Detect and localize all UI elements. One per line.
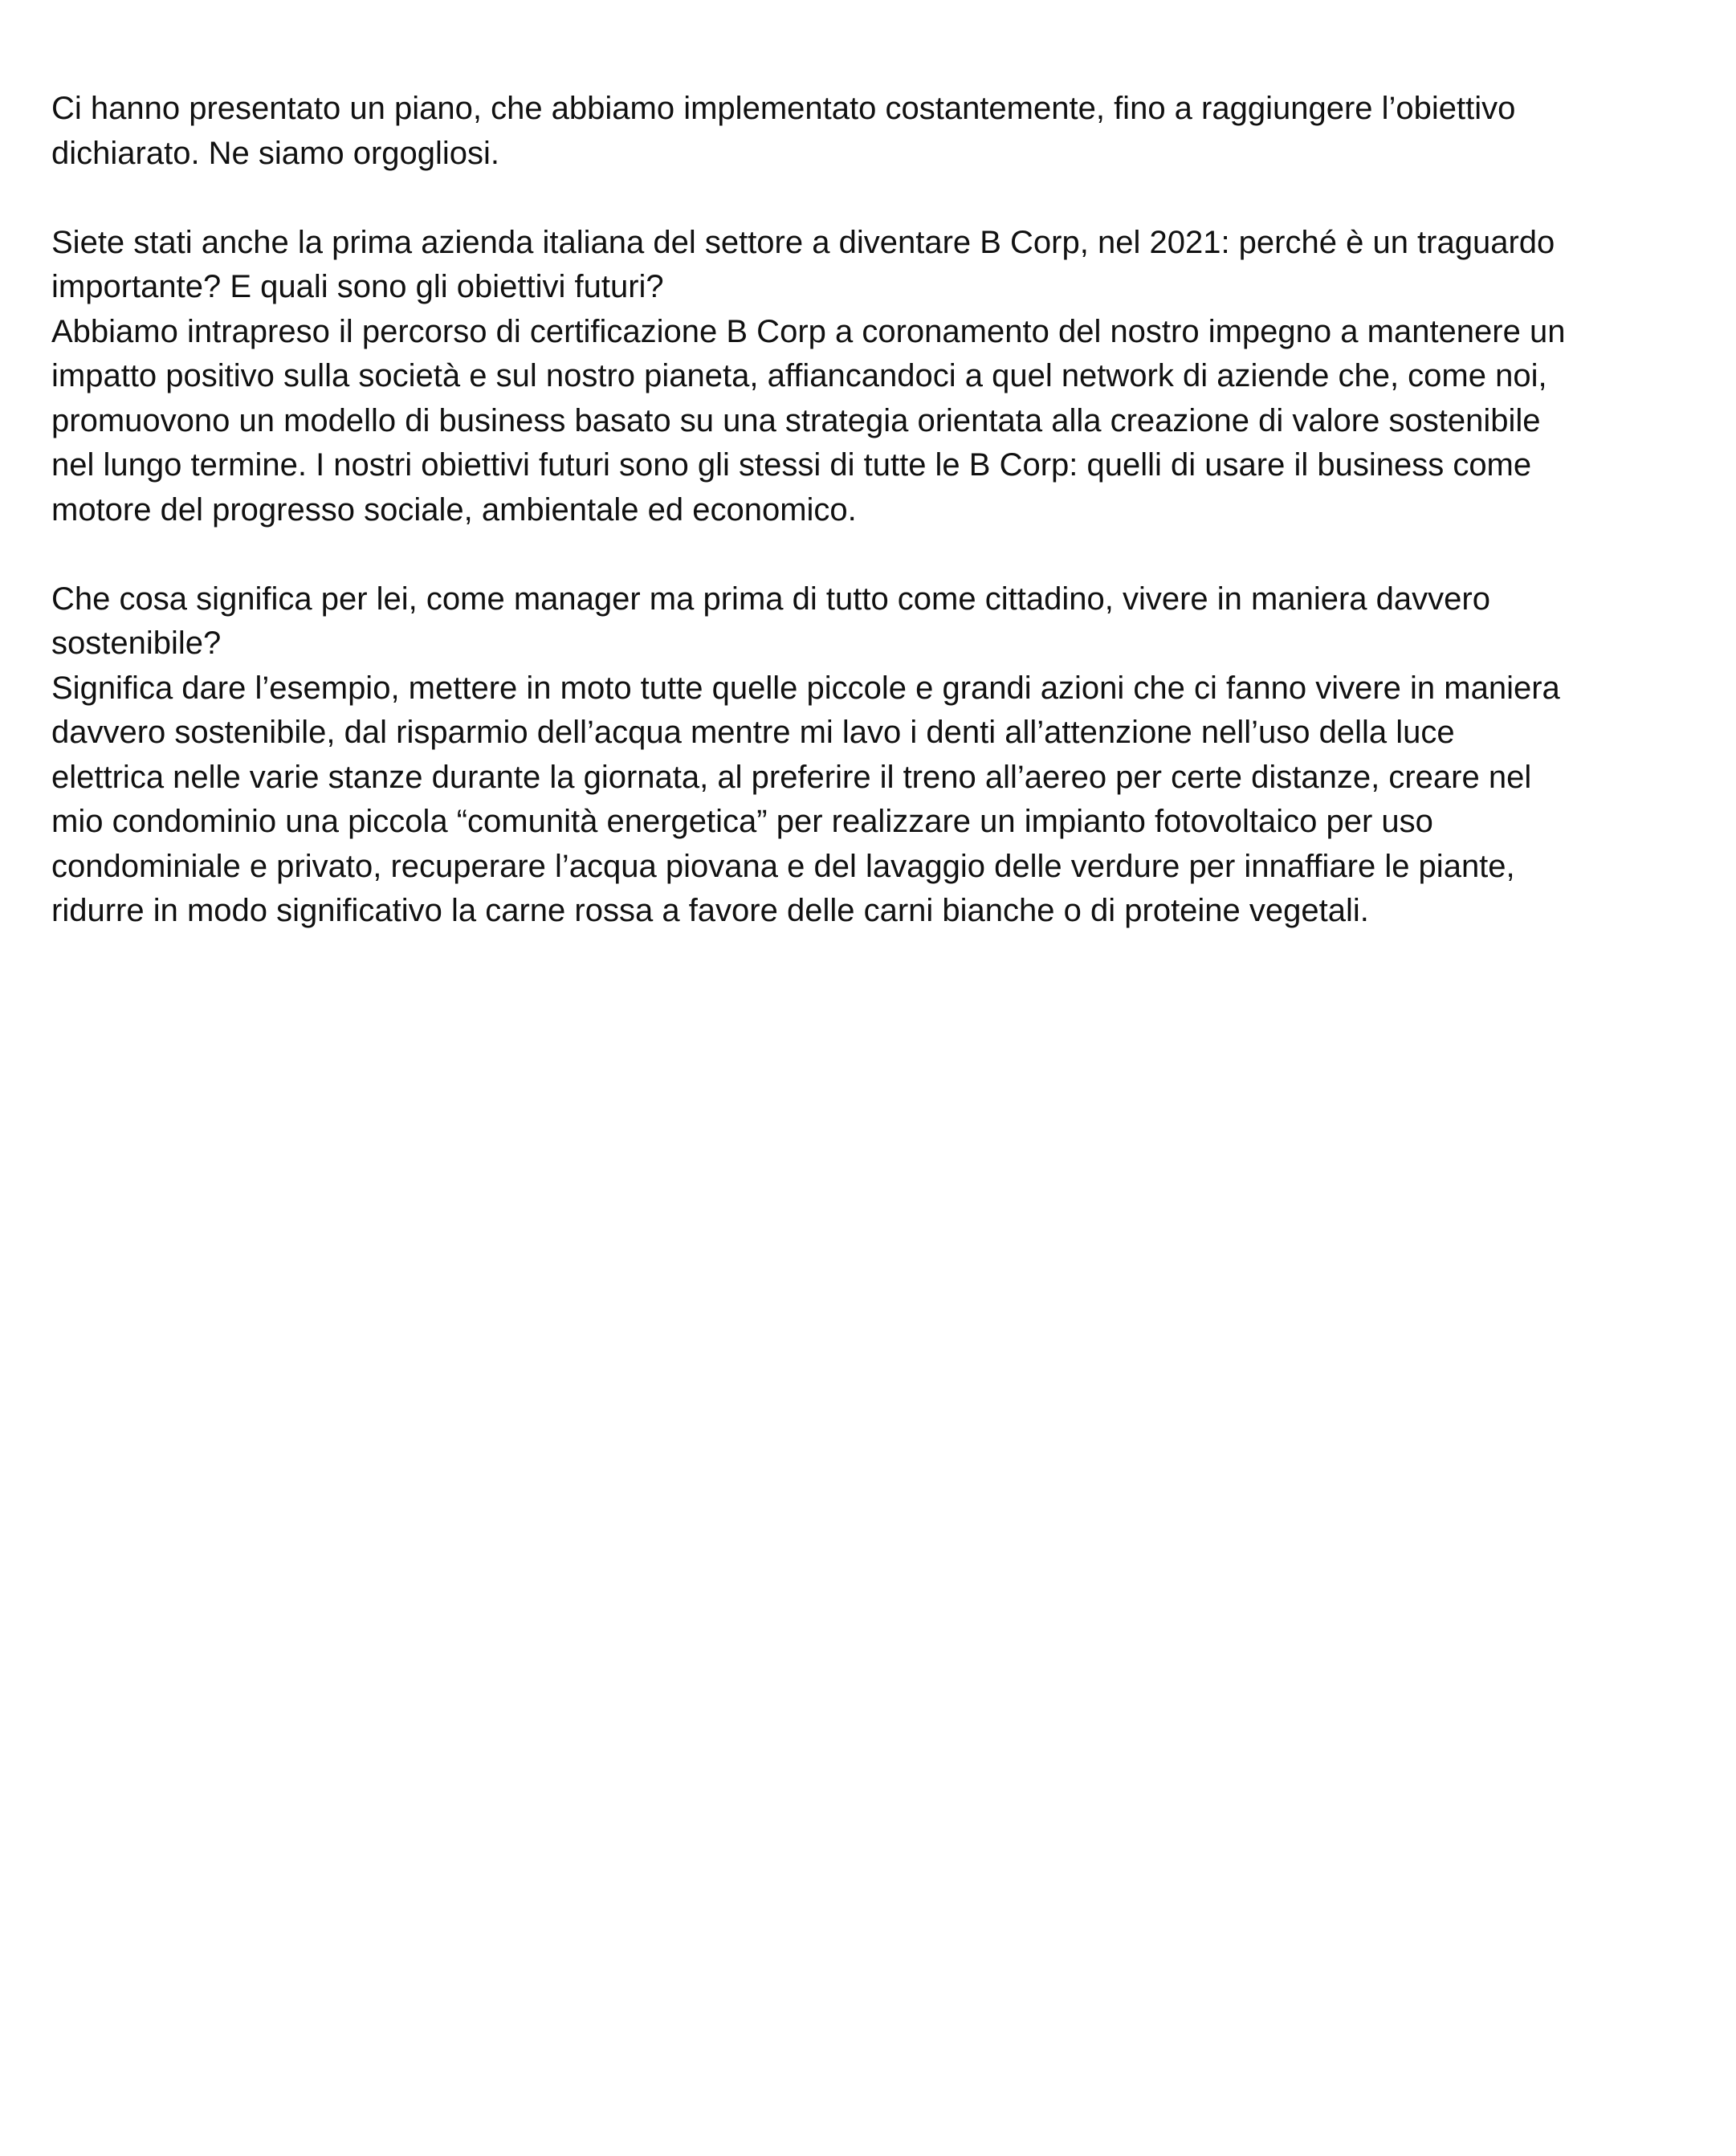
paragraph-spacer: [51, 532, 1673, 577]
question-b-corp: Siete stati anche la prima azienda italiana del settore a diventare B Corp, nel 2021: perché è un traguardo importante? E quali sono gli obiettivi futuri?: [51, 224, 1555, 304]
paragraph-closing-answer: Ci hanno presentato un piano, che abbiamo implementato costantemente, fino a raggiungere l’obiettivo dichiarato. Ne siamo orgogliosi.: [51, 91, 1516, 171]
question-sustainable-living: Che cosa significa per lei, come manager ma prima di tutto come cittadino, vivere in maniera davvero sostenibile?: [51, 581, 1490, 661]
answer-sustainable-living: Significa dare l’esempio, mettere in moto tutte quelle piccole e grandi azioni che ci fanno vivere in maniera davvero sostenibile, dal risparmio dell’acqua mentre mi lavo i denti all’attenzione nell’uso della luce elettrica nelle varie stanze durante la giornata, al preferire il treno all’aereo per certe distanze, creare nel mio condominio una piccola “comunità energetica” per realizzare un impianto fotovoltaico per uso condominiale e privato, recuperare l’acqua piovana e del lavaggio delle verdure per innaffiare le piante, ridurre in modo significativo la carne rossa a favore delle carni bianche o di proteine vegetali.: [51, 670, 1560, 928]
answer-b-corp: Abbiamo intrapreso il percorso di certificazione B Corp a coronamento del nostro impegno a mantenere un impatto positivo sulla società e sul nostro pianeta, affiancandoci a quel network di aziende che, come noi, promuovono un modello di business basato su una strategia orientata alla creazione di valore sostenibile nel lungo termine. I nostri obiettivi futuri sono gli stessi di tutte le B Corp: quelli di usare il business come motore del progresso sociale, ambientale ed economico.: [51, 313, 1566, 528]
paragraph-spacer: [51, 176, 1673, 221]
document-body: [51, 87, 1673, 934]
